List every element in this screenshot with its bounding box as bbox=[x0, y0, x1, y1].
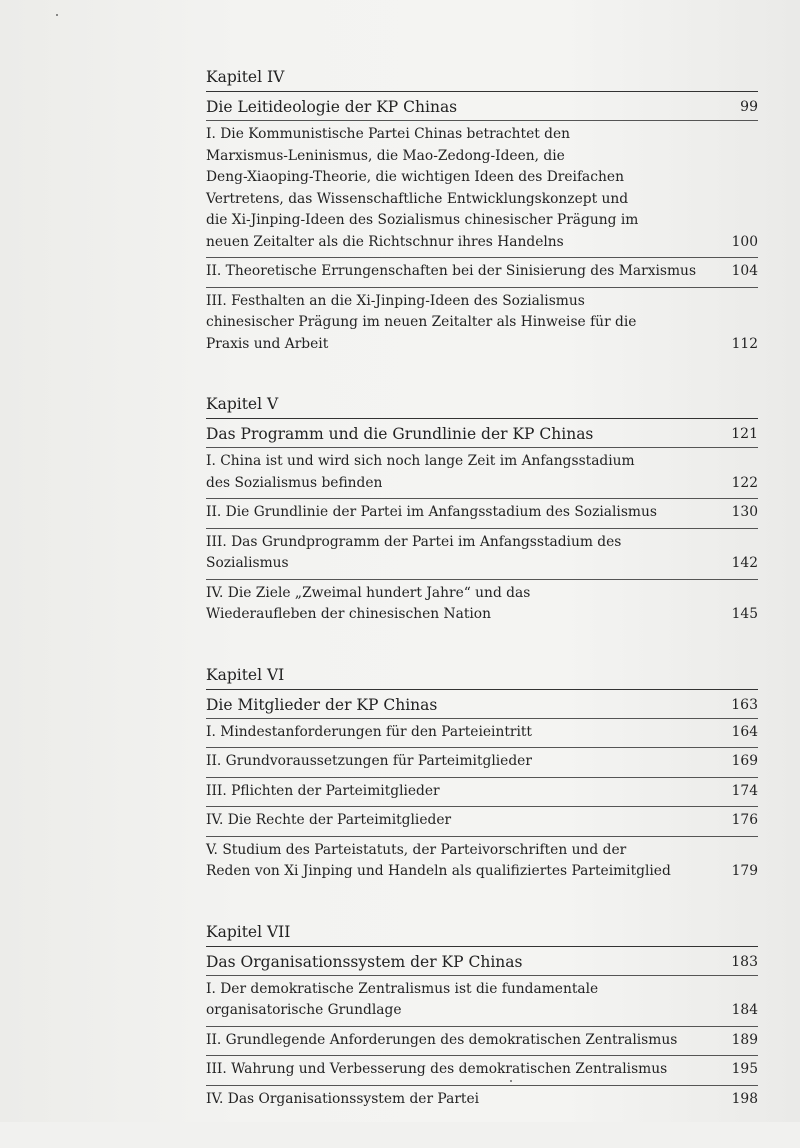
toc-entry bbox=[206, 257, 758, 287]
chapter-section bbox=[206, 393, 758, 630]
toc-entry-page-number: 130 bbox=[731, 504, 758, 520]
chapter-page-number: 163 bbox=[731, 696, 758, 713]
speck-mark bbox=[56, 14, 58, 16]
chapter-label: Kapitel VI bbox=[206, 665, 285, 684]
toc-entry-text: III. Pflichten der Parteimitglieder bbox=[206, 782, 440, 799]
toc-entry bbox=[206, 806, 758, 836]
chapter-section bbox=[206, 66, 758, 359]
chapter-page-number: 121 bbox=[731, 426, 758, 442]
toc-entry-page-number: 100 bbox=[731, 233, 758, 250]
toc-entry-text: I. Der demokratische Zentralismus ist die fundamentale organisatorische Grundlage bbox=[206, 980, 599, 1018]
toc-entry-text: III. Das Grundprogramm der Partei im Anfangsstadium des Sozialismus bbox=[206, 533, 622, 571]
chapter-title-row bbox=[206, 689, 758, 718]
chapter-title-row bbox=[206, 91, 758, 120]
chapter-title-row bbox=[206, 418, 758, 447]
toc-entry bbox=[206, 447, 758, 498]
toc-entry-page-number: 174 bbox=[731, 782, 758, 799]
toc-entry-page-number: 189 bbox=[731, 1031, 758, 1048]
chapter-title: Die Mitglieder der KP Chinas bbox=[206, 695, 438, 714]
toc-entry-page-number: 198 bbox=[731, 1090, 758, 1107]
toc-entry-page-number: 142 bbox=[731, 555, 758, 571]
toc-entry-page-number: 112 bbox=[731, 335, 758, 352]
toc-entry-page-number: 179 bbox=[731, 863, 758, 879]
toc-entry-text: II. Die Grundlinie der Partei im Anfangsstadium des Sozialismus bbox=[206, 504, 657, 520]
toc-entry bbox=[206, 498, 758, 528]
toc-entry-text: IV. Das Organisationssystem der Partei bbox=[206, 1090, 480, 1107]
toc-entry-page-number: 145 bbox=[731, 606, 758, 622]
toc-entry-page-number: 184 bbox=[731, 1002, 758, 1018]
toc-entry-text: II. Theoretische Errungenschaften bei der Sinisierung des Marxismus bbox=[206, 263, 697, 279]
chapter-page-number: 99 bbox=[740, 99, 758, 115]
chapter-title: Das Programm und die Grundlinie der KP Chinas bbox=[206, 425, 594, 443]
toc-entry bbox=[206, 120, 758, 257]
toc-entry-text: IV. Die Ziele „Zweimal hundert Jahre“ und das Wiederaufleben der chinesischen Nation bbox=[206, 584, 531, 622]
chapter-page-number: 183 bbox=[731, 953, 758, 970]
toc-entry-page-number: 195 bbox=[731, 1061, 758, 1077]
table-of-contents bbox=[206, 66, 758, 1148]
chapter-title: Die Leitideologie der KP Chinas bbox=[206, 98, 458, 116]
chapter-label: Kapitel V bbox=[206, 395, 279, 413]
toc-entry bbox=[206, 1055, 758, 1085]
chapter-title-row bbox=[206, 946, 758, 975]
toc-entry bbox=[206, 747, 758, 777]
toc-entry-text: I. Die Kommunistische Partei Chinas betrachtet den Marxismus-Leninismus, die Mao-Zedong-Ideen, die Deng-Xiaoping-Theorie, die wichtigen Ideen des Dreifachen Vertretens, das Wissenschaftliche Entwicklungskonzept und die Xi-Jinping-Ideen des Sozialismus chinesischer Prägung im neuen Zeitalter als die Richtschnur ihres Handelns bbox=[206, 126, 639, 250]
toc-entry-text: I. Mindestanforderungen für den Parteieintritt bbox=[206, 723, 532, 740]
toc-entry bbox=[206, 836, 758, 887]
toc-entry bbox=[206, 579, 758, 630]
toc-entry-page-number: 176 bbox=[731, 812, 758, 828]
toc-entry bbox=[206, 1085, 758, 1115]
chapter-section bbox=[206, 921, 758, 1115]
toc-entry-text: II. Grundvoraussetzungen für Parteimitglieder bbox=[206, 753, 532, 769]
toc-entry-page-number: 164 bbox=[731, 723, 758, 740]
toc-entry-text: II. Grundlegende Anforderungen des demokratischen Zentralismus bbox=[206, 1031, 678, 1048]
toc-entry bbox=[206, 777, 758, 807]
chapter-title: Das Organisationssystem der KP Chinas bbox=[206, 952, 523, 971]
toc-entry bbox=[206, 287, 758, 360]
toc-entry-page-number: 122 bbox=[731, 474, 758, 491]
chapter-label: Kapitel VII bbox=[206, 922, 291, 941]
toc-entry-text: III. Wahrung und Verbesserung des demokratischen Zentralismus bbox=[206, 1061, 668, 1077]
toc-entry bbox=[206, 528, 758, 579]
toc-entry bbox=[206, 975, 758, 1026]
chapter-section bbox=[206, 664, 758, 887]
toc-entry-page-number: 169 bbox=[731, 753, 758, 769]
toc-entry-text: V. Studium des Parteistatuts, der Parteivorschriften und der Reden von Xi Jinping und Handeln als qualifiziertes Parteimitglied bbox=[206, 841, 671, 879]
toc-entry-text: III. Festhalten an die Xi-Jinping-Ideen des Sozialismus chinesischer Prägung im neuen Zeitalter als Hinweise für die Praxis und Arbeit bbox=[206, 292, 637, 352]
toc-entry-text: I. China ist und wird sich noch lange Zeit im Anfangsstadium des Sozialismus befinden bbox=[206, 453, 635, 491]
toc-entry bbox=[206, 1026, 758, 1056]
toc-entry bbox=[206, 718, 758, 748]
toc-entry-text: IV. Die Rechte der Parteimitglieder bbox=[206, 812, 452, 828]
chapter-label: Kapitel IV bbox=[206, 68, 285, 86]
toc-entry-page-number: 104 bbox=[731, 263, 758, 279]
